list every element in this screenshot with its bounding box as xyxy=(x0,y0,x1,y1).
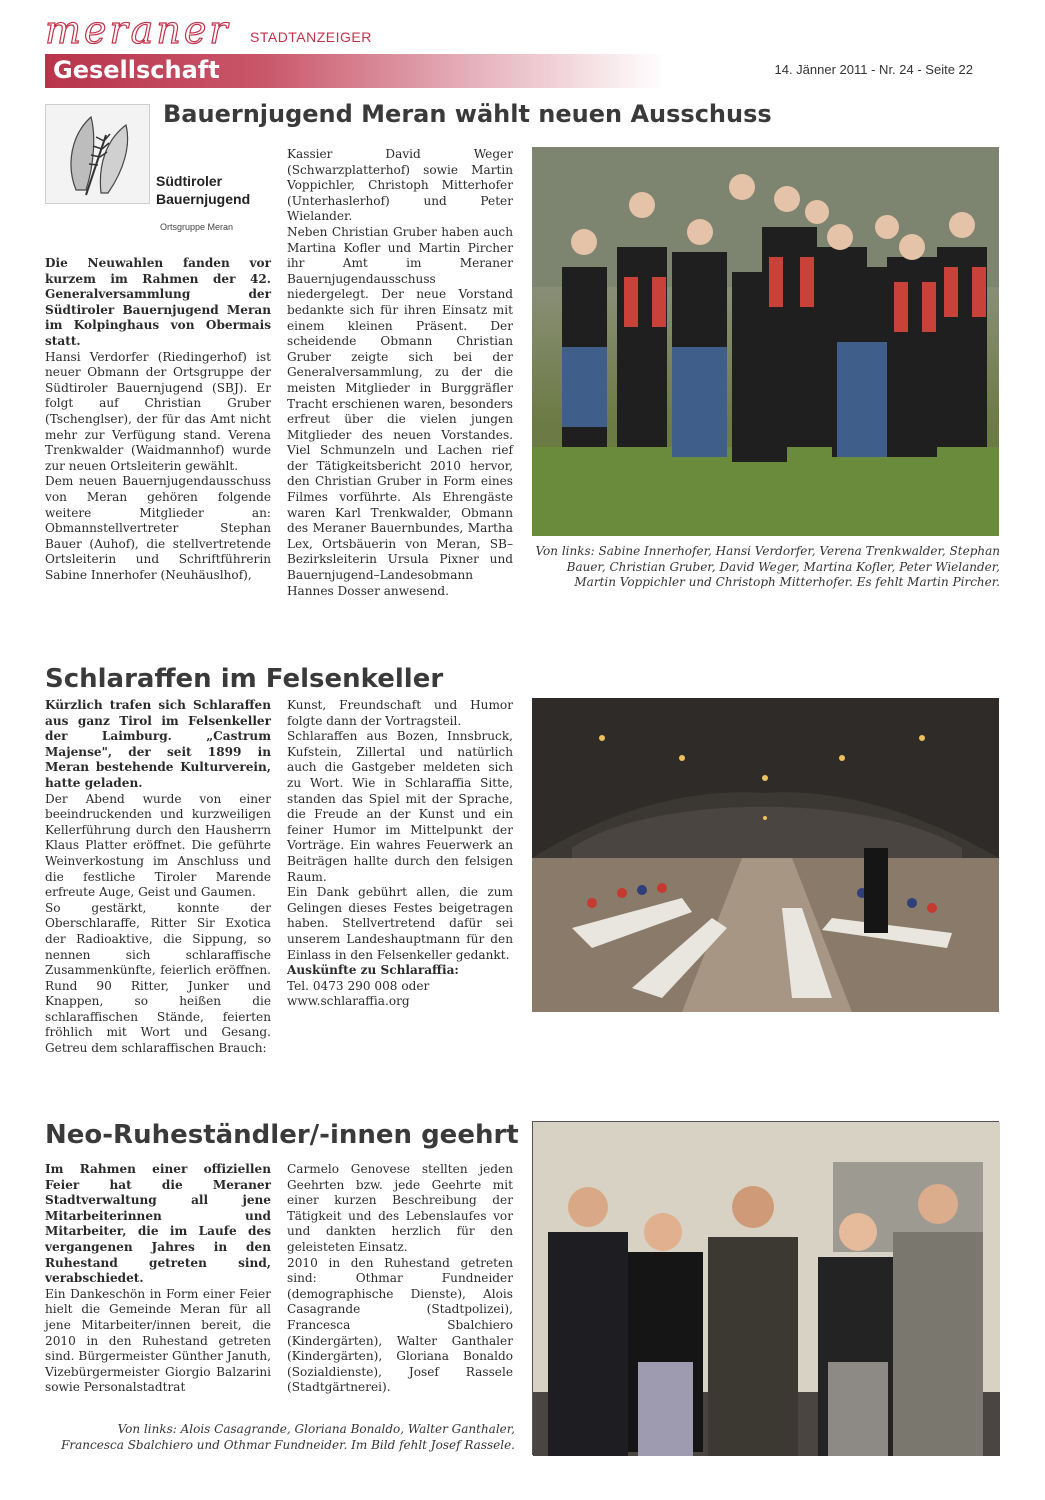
article-2-paragraph: So gestärkt, konnte der Oberschlaraffe, Ritter Sir Exotica der Radioaktive, die Sippung, so nennen sich schlaraffische Zusammenkünfte, feierlich eröffnen. Rund 90 Ritter, Junker und Knappen, so heißen die schlaraffischen Stände, feierten fröhlich mit Wort und Gesang. Getreu dem schlaraffischen Brauch: xyxy=(45,900,271,1056)
article-2-cellar-photo xyxy=(532,698,999,1012)
article-2-column-2 xyxy=(287,698,513,1042)
article-2-info-phone: Tel. 0473 290 008 oder xyxy=(287,978,430,993)
article-2-info-website: www.schlaraffia.org xyxy=(287,994,410,1009)
article-3-caption-line: Von links: Alois Casagrande, Gloriana Bonaldo, Walter Ganthaler, xyxy=(117,1422,515,1436)
article-2-info-label: Auskünfte zu Schlaraffia: xyxy=(287,963,459,978)
article-3-caption-line: Francesca Sbalchiero und Othmar Fundneider. Im Bild fehlt Josef Rassele. xyxy=(61,1437,515,1452)
article-3-column-1 xyxy=(45,1162,271,1395)
article-1-caption: Von links: Sabine Innerhofer, Hansi Verdorfer, Verena Trenkwalder, Stephan Bauer, Christian Gruber, David Weger, Martina Kofler, Peter Wielander, Martin Voppichler und Christoph Mitterhofer. Es fehlt Martin Pircher. xyxy=(535,544,1000,589)
article-1-title: Bauernjugend Meran wählt neuen Ausschuss xyxy=(163,100,772,128)
article-2-paragraph: Der Abend wurde von einer beeindruckenden und kurzweiligen Kellerführung durch den Hausherrn Klaus Platter eröffnet. Die geführte Weinverkostung im Anschluss und die festliche Tiroler Marende erfreute Auge, Geist und Gaumen. xyxy=(45,791,271,900)
bauernjugend-logo xyxy=(45,104,150,204)
article-3-title: Neo-Ruheständler/-innen geehrt xyxy=(45,1120,519,1150)
article-1-group-photo xyxy=(532,147,999,536)
article-2-title: Schlaraffen im Felsenkeller xyxy=(45,664,444,694)
section-header-bar xyxy=(45,54,665,88)
article-1-paragraph: Neben Christian Gruber haben auch Martina Kofler und Martin Pircher ihr Amt im Meraner Bauernjugendausschuss niedergelegt. Der neue Vorstand bedankte sich für ihren Einsatz mit einem kleinen Präsent. Der scheidende Obmann Christian Gruber zeigte sich bei der Generalversammlung, zu der die meisten Mitglieder in Burggräfler Tracht erschienen waren, besonders erfreut über die vielen jungen Mitglieder des neuen Vorstandes. Viel Schmunzeln und Lachen rief der Tätigkeitsbericht 2010 hervor, den Christian Gruber in Form eines Filmes vorführte. Als Ehrengäste waren Karl Trenkwalder, Obmann des Meraner Bauernbundes, Martha Lex, Ortsbäuerin von Meran, SB–Bezirksleiterin Ursula Pixner und Bauernjugend–Landesobmann Hannes Dosser anwesend. xyxy=(287,224,513,598)
article-3-paragraph: 2010 in den Ruhestand getreten sind: Othmar Fundneider (demographische Dienste), Alois Casagrande (Stadtpolizei), Francesca Sbalchiero (Kindergärten), Walter Ganthaler (Kindergärten), Gloriana Bonaldo (Sozialdienste), Josef Rassele (Stadtgärtnerei). xyxy=(287,1255,513,1395)
logo-subtitle: Ortsgruppe Meran xyxy=(160,222,234,232)
article-1-paragraph: Dem neuen Bauernjugendausschuss von Meran gehören folgende weitere Mitglieder an: Obmannstellvertreter Stephan Bauer (Auhof), die stellvertretende Ortsleiterin und Schriftführerin Sabine Innerhofer (Neuhäuslhof), xyxy=(45,474,271,582)
article-1-lead: Die Neuwahlen fanden vor kurzem im Rahmen der 42. Generalversammlung der Südtiroler Bauernjugend Meran im Kolpinghaus von Obermais statt. xyxy=(45,256,271,348)
trachten-group-illustration xyxy=(532,147,999,536)
logo-line-1: Südtiroler xyxy=(156,173,223,189)
masthead-brand: meraner xyxy=(45,8,231,52)
section-title: Gesellschaft xyxy=(53,56,220,84)
article-3-caption xyxy=(40,1422,515,1453)
logo-line-2: Bauernjugend xyxy=(156,191,251,207)
oak-leaf-wheat-icon xyxy=(46,105,151,205)
article-2-paragraph: Kunst, Freundschaft und Humor folgte dann der Vortragsteil. xyxy=(287,698,513,728)
article-1-paragraph: Kassier David Weger (Schwarzplatterhof) sowie Martin Voppichler, Christoph Mitterhofer (Unterhaslerhof) und Peter Wielander. xyxy=(287,147,513,224)
article-1-paragraph: Hansi Verdorfer (Riedingerhof) ist neuer Obmann der Ortsgruppe der Südtiroler Bauernjugend (SBJ). Er folgt auf Christian Gruber (Tschenglser), der für das Amt nicht mehr zur Verfügung stand. Verena Trenkwalder (Waidmannhof) wurde zur neuen Ortsleiterin gewählt. xyxy=(45,349,271,473)
article-3-honorees-photo xyxy=(532,1121,999,1455)
article-2-paragraph: Schlaraffen aus Bozen, Innsbruck, Kufstein, Zillertal und natürlich auch die Gastgeber meldeten sich zu Wort. Wie in Schlaraffia Sitte, standen das Spiel mit der Sprache, die Freude an der Kunst und ein feiner Humor im Mittelpunkt der Vorträge. Ein wahres Feuerwerk an Beiträgen hallte durch den felsigen Raum. xyxy=(287,729,513,884)
article-1-column-2 xyxy=(287,147,513,599)
article-3-column-2 xyxy=(287,1162,513,1395)
article-2-lead: Kürzlich trafen sich Schlaraffen aus ganz Tirol im Felsenkeller der Laimburg. „Castrum Majense", der seit 1899 in Meran bestehende Kulturverein, hatte geladen. xyxy=(45,698,271,790)
felsenkeller-illustration xyxy=(532,698,999,1012)
article-1-column-1 xyxy=(45,256,271,598)
article-3-paragraph: Ein Dankeschön in Form einer Feier hielt die Gemeinde Meran für all jene Mitarbeiter/innen bereit, die 2010 in den Ruhestand getreten sind. Bürgermeister Günther Januth, Vizebürgermeister Giorgio Balzarini sowie Personalstadtrat xyxy=(45,1286,271,1395)
honorees-illustration xyxy=(533,1122,1000,1456)
article-2-paragraph: Ein Dank gebührt allen, die zum Gelingen dieses Festes beigetragen haben. Stellvertretend dafür sei unserem Landeshauptmann für den Einlass in den Felsenkeller gedankt. xyxy=(287,885,513,962)
logo-wordmark xyxy=(156,172,250,208)
article-2-column-1 xyxy=(45,698,271,1056)
article-3-paragraph: Carmelo Genovese stellten jeden Geehrten bzw. jede Geehrte mit einer kurzen Beschreibung der Tätigkeit und des Lebenslaufes vor und dankten herzlich für den geleisteten Einsatz. xyxy=(287,1162,513,1254)
article-3-lead: Im Rahmen einer offiziellen Feier hat die Meraner Stadtverwaltung all jene Mitarbeiterinnen und Mitarbeiter, die im Laufe des vergangenen Jahres in den Ruhestand getreten sind, verabschiedet. xyxy=(45,1162,271,1286)
masthead-subtitle: STADTANZEIGER xyxy=(250,29,372,45)
issue-info: 14. Jänner 2011 - Nr. 24 - Seite 22 xyxy=(774,62,973,77)
